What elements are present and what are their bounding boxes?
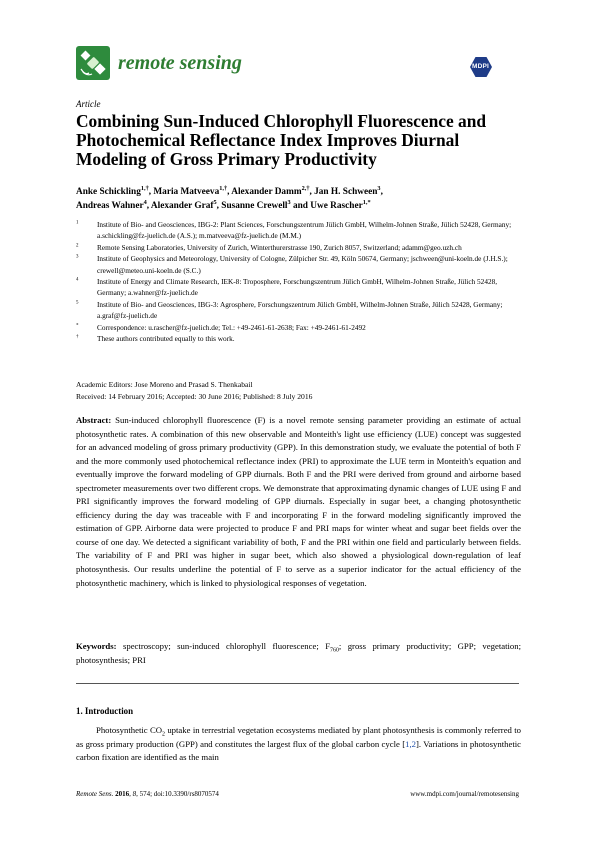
satellite-icon [76, 46, 110, 80]
affiliation-text: Correspondence: u.rascher@fz-juelich.de; Tel.: +49-2461-61-2638; Fax: +49-2461-61-2492 [97, 322, 366, 332]
affiliation-number: 3 [76, 254, 79, 260]
author-separator: and [290, 200, 311, 211]
intro-text-a: Photosynthetic CO [96, 725, 163, 735]
author-name: Maria Matveeva [153, 187, 220, 197]
author-list [76, 186, 526, 213]
author-separator: , [380, 187, 383, 197]
footer-journal: Remote Sens. [76, 790, 114, 798]
keywords [76, 640, 521, 667]
author-name: Susanne Crewell [221, 200, 288, 211]
affiliation-number: 4 [76, 277, 79, 283]
footer-doi: , 574; doi:10.3390/rs8070574 [136, 790, 219, 798]
section-heading: 1. Introduction [76, 706, 134, 716]
affiliation-item [76, 333, 526, 344]
affiliation-mark [76, 322, 97, 333]
abstract-text: Sun-induced chlorophyll fluorescence (F) is a novel remote sensing parameter providing an estimate of actual photosynthetic rates. A combination of this new observable and Monteith's light use efficiency (LUE) concept was suggested for an advanced modeling of gross primary productivity (GPP). In this demonstration study, we evaluate the potential of both F and the more commonly used photochemical reflectance index (PRI) to approximate the LUE term in Monteith's equation and eventually improve the forward modeling of GPP diurnals. Both F and the PRI were derived from ground and airborne based spectrometer measurements over two different crops. We demonstrate that approximating dynamic changes of LUE using F and PRI significantly improves the forward modeling of GPP diurnals. Especially in sugar beet, a changing photosynthetic efficiency during the day was traceable with F and incorporating F in the forward modeling significantly improved the estimation of GPP. Airborne data were projected to produce F and PRI maps for winter wheat and sugar beet fields over the course of one day. We detected a significant variability of both, F and the PRI within one field and particularly between fields. The variability of F and PRI was higher in sugar beet, which also showed a physiological down-regulation of leaf photosynthesis. Our results underline the potential of F to serve as a superior indicator for the actual efficiency of the photosynthetic machinery, which is linked to physiological responses of vegetation. [76, 415, 521, 588]
footer-citation: Remote Sens. 2016, 8, 574; doi:10.3390/rs8070574 [76, 790, 219, 798]
author-name: Jan H. Schween [314, 187, 378, 197]
editorial-info [76, 379, 526, 402]
author-affiliation-mark: 5 [213, 198, 217, 206]
citation-link[interactable]: 1,2 [405, 738, 416, 749]
author-name: Andreas Wahner [76, 200, 144, 211]
mdpi-logo-text: MDPI [472, 63, 490, 70]
author-affiliation-mark: 1,† [219, 184, 228, 192]
affiliation-mark [76, 219, 97, 242]
keywords-label: Keywords: [76, 641, 117, 651]
author-separator: , [146, 200, 151, 211]
author-affiliation-mark: 3 [377, 184, 381, 192]
journal-name: remote sensing [118, 52, 242, 74]
affiliation-item [76, 276, 526, 299]
introduction-body [76, 724, 521, 765]
keywords-text-a: spectroscopy; sun-induced chlorophyll fluorescence; F [122, 641, 331, 651]
author-affiliation-mark: 2,† [301, 184, 310, 192]
author-separator: , [309, 187, 315, 197]
affiliation-list [76, 219, 526, 344]
journal-logo [76, 46, 110, 80]
intro-paragraph [76, 724, 521, 765]
affiliation-mark [76, 299, 97, 322]
author-name: Alexander Graf [150, 200, 214, 211]
keywords-subscript: 760 [330, 647, 339, 654]
affiliation-text: Institute of Geophysics and Meteorology, University of Cologne, Zülpicher Str. 49, Köln 50674, Germany; jschween@uni-koeln.de (J.H.S.); crewell@meteo.uni-koeln.de (S.C.) [97, 254, 508, 275]
academic-editors: Academic Editors: Jose Moreno and Prasad S. Thenkabail [76, 380, 253, 389]
co2-subscript: 2 [162, 731, 165, 738]
affiliation-item [76, 219, 526, 242]
author-separator: , [148, 187, 154, 197]
footer-year: 2016 [115, 790, 130, 798]
footer-volume: 8 [132, 790, 137, 798]
intro-text-c: ]. Variations in photosynthetic carbon fixation are identified as the main [76, 738, 521, 763]
affiliation-text: Institute of Bio- and Geosciences, IBG-3: Agrosphere, Forschungszentrum Jülich GmbH, Wilhelm-Johnen Straße, Jülich 52428, Germany; a.graf@fz-juelich.de [97, 299, 503, 321]
affiliation-mark [76, 242, 97, 253]
affiliation-number: 5 [76, 300, 79, 306]
abstract-label: Abstract: [76, 415, 112, 425]
author-separator: , [227, 187, 232, 197]
affiliation-text: These authors contributed equally to this work. [97, 334, 235, 344]
abstract [76, 414, 521, 590]
author-affiliation-mark: 4 [143, 198, 147, 206]
author-affiliation-mark: 3 [287, 198, 291, 206]
footer-url[interactable]: www.mdpi.com/journal/remotesensing [410, 790, 519, 798]
keywords-text-b: ; gross primary productivity; GPP; vegetation; photosynthesis; PRI [76, 641, 522, 665]
author-affiliation-mark: 1,* [362, 198, 371, 206]
affiliation-number: 2 [76, 243, 79, 249]
affiliation-mark [76, 333, 97, 344]
author-name: Alexander Damm [231, 187, 302, 197]
author-name: Anke Schickling [76, 187, 141, 197]
intro-text-b: uptake in terrestrial vegetation ecosystems mediated by plant photosynthesis is commonly referred to as gross primary production (GPP) and constitutes the largest flux of the global carbon cycle [ [76, 725, 521, 749]
author-name: Uwe Rascher [310, 200, 363, 211]
author-affiliation-mark: 1,† [140, 184, 149, 192]
affiliation-item [76, 253, 526, 276]
author-separator: , [216, 200, 222, 211]
article-title: Combining Sun-Induced Chlorophyll Fluorescence and Photochemical Reflectance Index Improves Diurnal Modeling of Gross Primary Productivity [76, 111, 487, 169]
affiliation-number: * [76, 323, 79, 329]
affiliation-item [76, 322, 526, 333]
affiliation-text: Remote Sensing Laboratories, University of Zurich, Winterthurerstrasse 190, Zurich 8057, Switzerland; adamm@geo.uzh.ch [97, 242, 462, 252]
affiliation-item [76, 242, 526, 253]
affiliation-mark [76, 253, 97, 276]
section-divider [76, 683, 519, 684]
affiliation-number: † [76, 334, 79, 340]
affiliation-text: Institute of Bio- and Geosciences, IBG-2: Plant Sciences, Forschungszentrum Jülich GmbH, Wilhelm-Johnen Straße, Jülich 52428, Germany; a.schickling@fz-juelich.de (A.S.); m.matveeva@fz-juelich.de (M.M.) [97, 220, 512, 241]
article-type: Article [76, 99, 101, 109]
affiliation-mark [76, 276, 97, 299]
affiliation-text: Institute of Energy and Climate Research, IEK-8: Troposphere, Forschungszentrum Jülich GmbH, Wilhelm-Johnen Straße, Jülich 52428, Germany; a.wahner@fz-juelich.de [97, 277, 498, 298]
publication-dates: Received: 14 February 2016; Accepted: 30 June 2016; Published: 8 July 2016 [76, 391, 313, 401]
affiliation-item [76, 299, 526, 322]
affiliation-number: 1 [76, 220, 79, 226]
